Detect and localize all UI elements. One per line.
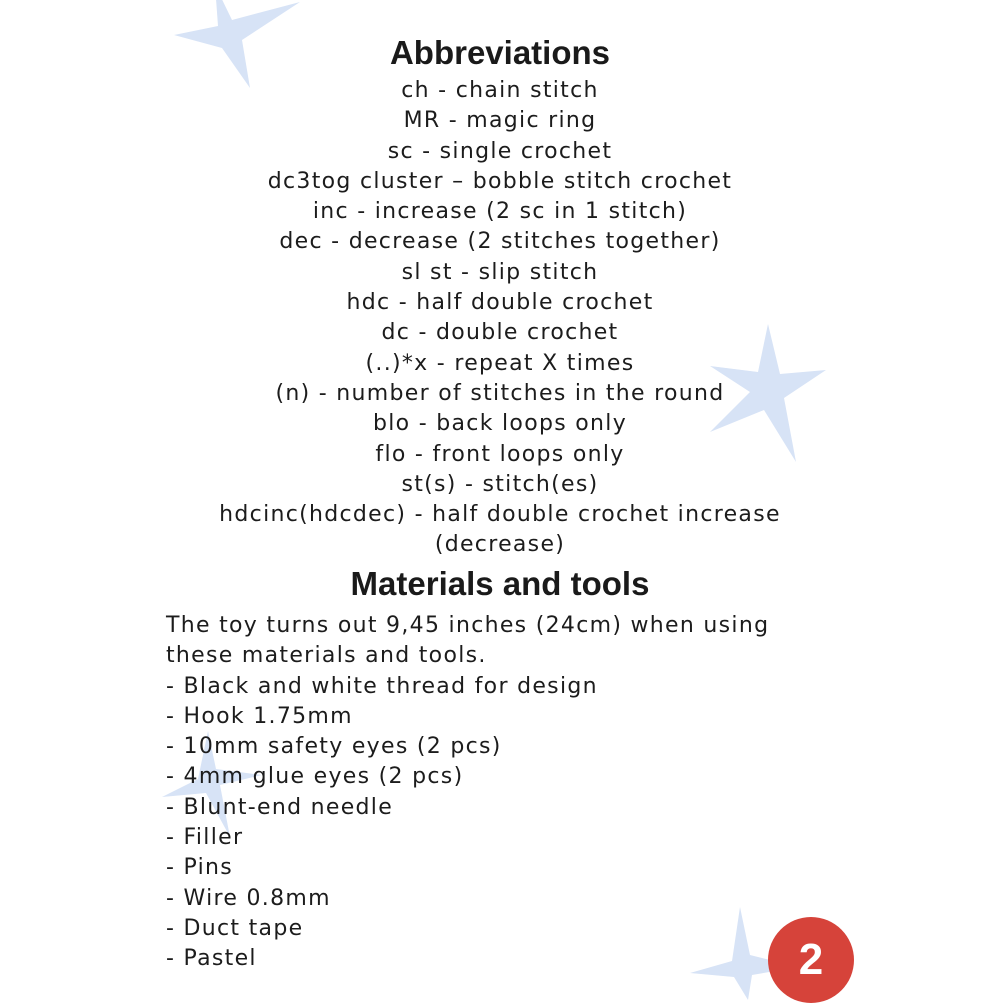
abbreviation-item: blo - back loops only: [372, 411, 628, 437]
abbreviation-item: dc3tog cluster – bobble stitch crochet: [267, 168, 733, 194]
material-item: - Blunt-end needle: [166, 794, 394, 820]
material-item: - Filler: [166, 825, 244, 851]
abbreviation-item: hdcinc(hdcdec) - half double crochet increase (decrease): [219, 502, 781, 558]
abbreviation-item: MR - magic ring: [403, 108, 597, 134]
material-item: - 10mm safety eyes (2 pcs): [166, 734, 502, 760]
abbreviation-item: (..)*x - repeat X times: [365, 350, 635, 376]
abbreviations-list: [0, 76, 1000, 561]
abbreviation-item: inc - increase (2 sc in 1 stitch): [312, 199, 688, 225]
abbreviation-item: st(s) - stitch(es): [401, 471, 599, 497]
material-item: - Duct tape: [166, 915, 304, 941]
page-number-badge: [768, 917, 854, 1003]
abbreviation-item: sl st - slip stitch: [401, 259, 599, 285]
material-item: - Pastel: [166, 946, 257, 972]
abbreviation-item: dec - decrease (2 stitches together): [279, 229, 721, 255]
abbreviation-item: ch - chain stitch: [401, 78, 599, 103]
materials-heading: Materials and tools: [350, 565, 650, 602]
materials-list: [166, 672, 806, 975]
material-item: - Wire 0.8mm: [166, 885, 331, 911]
abbreviation-item: dc - double crochet: [381, 320, 619, 346]
materials-section: [166, 611, 806, 975]
abbreviations-heading: Abbreviations: [389, 34, 611, 71]
abbreviation-item: (n) - number of stitches in the round: [275, 380, 725, 406]
material-item: - Pins: [166, 855, 234, 881]
material-item: - Hook 1.75mm: [166, 703, 353, 729]
material-item: - 4mm glue eyes (2 pcs): [166, 764, 464, 790]
page-number: 2: [798, 935, 824, 984]
abbreviation-item: hdc - half double crochet: [346, 290, 654, 316]
material-item: - Black and white thread for design: [166, 673, 598, 699]
abbreviation-item: sc - single crochet: [387, 138, 613, 164]
materials-intro: The toy turns out 9,45 inches (24cm) when using these materials and tools.: [166, 613, 770, 669]
abbreviation-item: flo - front loops only: [375, 441, 625, 467]
